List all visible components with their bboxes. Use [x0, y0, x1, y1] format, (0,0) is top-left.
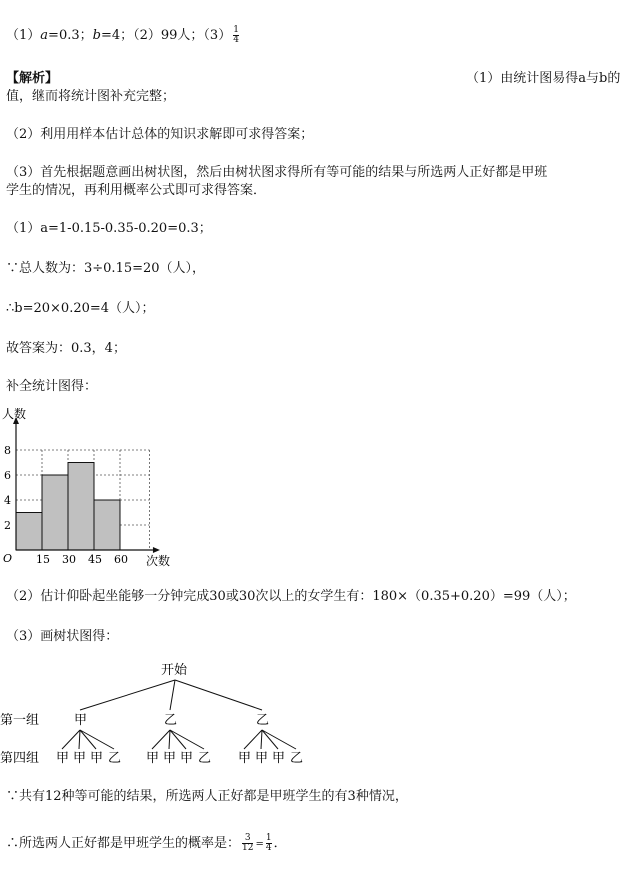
tree-branch	[79, 730, 80, 749]
solution-step-1: （1）a=1-0.15-0.35-0.20=0.3；	[6, 221, 212, 236]
tree-node-level2: 乙	[198, 751, 212, 766]
answer-line	[6, 26, 241, 45]
tree-node-level2: 甲	[90, 751, 104, 766]
tree-node-level1: 乙	[164, 713, 178, 728]
x-axis-arrow	[153, 547, 160, 553]
tree-branch	[170, 680, 175, 710]
analysis-para1-cont: 值，继而将统计图补充完整；	[6, 89, 176, 104]
period: ．	[273, 836, 287, 851]
analysis-para1-right: （1）由统计图易得a与b的	[466, 71, 621, 86]
y-tick-label: 6	[4, 469, 11, 482]
fraction-denominator: 4	[233, 35, 239, 45]
answer-b-value: =4；（2）99人；（3）	[100, 28, 232, 43]
solution-step-4: 故答案为：0.3，4；	[6, 341, 126, 356]
answer-prefix: （1）	[6, 28, 41, 43]
fraction-denominator: 4	[265, 843, 272, 853]
tree-branch	[80, 730, 96, 749]
histogram-bar	[94, 500, 120, 550]
y-axis-title: 人数	[2, 408, 27, 421]
solution-step-5: 补全统计图得：	[6, 379, 98, 394]
tree-branch	[170, 730, 204, 749]
tree-node-level2: 甲	[163, 751, 177, 766]
histogram-bar	[42, 475, 68, 550]
x-tick-label: 15	[36, 553, 50, 566]
solution-step-7: （3）画树状图得：	[6, 629, 119, 644]
answer-fraction	[233, 26, 239, 45]
probability-fraction-1	[242, 834, 253, 853]
equals-sign: =	[255, 839, 264, 850]
answer-a-var: a	[40, 28, 49, 43]
x-tick-label: 45	[88, 553, 102, 566]
analysis-para3-line2: 学生的情况，再利用概率公式即可求得答案．	[6, 183, 267, 198]
probability-fraction-2	[266, 834, 272, 853]
tree-node-level1: 甲	[74, 713, 88, 728]
x-axis-title: 次数	[146, 554, 171, 568]
tree-branch	[62, 730, 80, 749]
tree-root: 开始	[161, 663, 188, 678]
tree-level1-label: 第一组	[0, 713, 40, 728]
tree-node-level2: 甲	[146, 751, 160, 766]
tree-branch	[170, 730, 186, 749]
tree-branch	[262, 730, 278, 749]
tree-branch	[80, 680, 175, 710]
tree-branch	[175, 680, 262, 710]
tree-level2-label: 第四组	[0, 751, 40, 766]
y-tick-label: 4	[4, 494, 11, 507]
x-tick-label: 30	[62, 553, 76, 566]
tree-node-level2: 甲	[255, 751, 269, 766]
y-tick-label: 2	[4, 519, 11, 532]
fraction-numerator: 1	[265, 833, 272, 843]
tree-branch	[80, 730, 114, 749]
tree-node-level2: 甲	[56, 751, 70, 766]
tree-node-level2: 甲	[238, 751, 252, 766]
solution-step-6: （2）估计仰卧起坐能够一分钟完成30或30次以上的女学生有：180×（0.35+0.20）=99（人）；	[6, 589, 576, 604]
fraction-numerator: 3	[244, 833, 251, 843]
tree-node-level2: 甲	[272, 751, 286, 766]
tree-node-level2: 乙	[108, 751, 122, 766]
solution-step-2: ∵总人数为：3÷0.15=20（人），	[6, 261, 206, 276]
analysis-heading: 【解析】	[6, 71, 59, 86]
y-tick-label: 8	[4, 444, 11, 457]
answer-b-var: b	[92, 28, 101, 43]
histogram-chart	[0, 408, 200, 570]
histogram-bar	[16, 513, 42, 551]
tree-branch	[261, 730, 262, 749]
tree-branch	[244, 730, 262, 749]
analysis-para2: （2）利用用样本估计总体的知识求解即可求得答案；	[6, 127, 314, 142]
tree-node-level1: 乙	[256, 713, 270, 728]
tree-node-level2: 乙	[290, 751, 304, 766]
solution-step-9	[6, 834, 287, 854]
histogram-bar	[68, 463, 94, 551]
tree-node-level2: 甲	[73, 751, 87, 766]
x-tick-label: 60	[114, 553, 128, 566]
solution-step-8: ∵共有12种等可能的结果，所选两人正好都是甲班学生的有3种情况，	[6, 789, 408, 804]
tree-branch	[169, 730, 170, 749]
solution-step-3: ∴b=20×0.20=4（人）；	[6, 301, 155, 316]
tree-diagram	[0, 660, 320, 770]
tree-branch	[152, 730, 170, 749]
probability-prefix: ∴所选两人正好都是甲班学生的概率是：	[6, 836, 241, 851]
fraction-denominator: 12	[242, 843, 254, 853]
tree-branch	[262, 730, 296, 749]
analysis-para3-line1: （3）首先根据题意画出树状图，然后由树状图求得所有等可能的结果与所选两人正好都是甲班	[6, 165, 548, 180]
tree-node-level2: 甲	[180, 751, 194, 766]
fraction-numerator: 1	[233, 25, 239, 35]
answer-a-value: =0.3；	[48, 28, 93, 43]
origin-label: O	[3, 552, 13, 565]
